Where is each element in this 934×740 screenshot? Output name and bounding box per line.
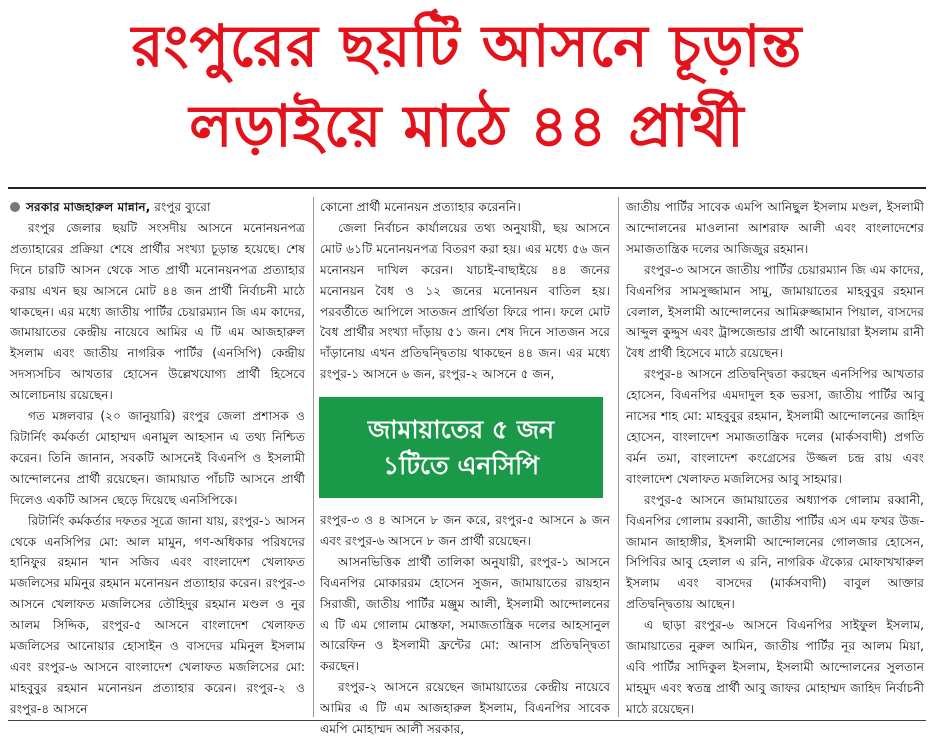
column-2-paragraph: রংপুর-৩ ও ৪ আসনে ৮ জন করে, রংপুর-৫ আসনে ৯ জন এবং রংপুর-৬ আসনে ৮ জন প্রার্থী রয়েছেন। bbox=[320, 513, 610, 548]
column-2-paragraph: আসনভিত্তিক প্রার্থী তালিকা অনুযায়ী, রংপুর-১ আসনে বিএনপির মোকাররম হোসেন সুজন, জামায়াতের রায়হান সিরাজী, জাতীয় পার্টির মঞ্জুম আলী, ইসলামী আন্দোলনের এ টি এম গোলাম মোস্তফা, সমাজতান্ত্রিক দলের আহসানুল আরেফিন ও ইসলামী ফ্রন্টের মো: আনাস প্রতিদ্বন্দ্বিতা করছেন। bbox=[320, 554, 610, 674]
column-1-paragraph: গত মঙ্গলবার (২০ জানুয়ারি) রংপুর জেলা প্রশাসক ও রিটার্নিং কর্মকর্তা মোহাম্মদ এনামুল আহসান এ তথ্য নিশ্চিত করেন। তিনি জানান, সবকটি আসনেই বিএনপি ও ইসলামী আন্দোলনের প্রার্থী রয়েছেন। জামায়াত পাঁচটি আসনে প্রার্থী দিলেও একটি আসন ছেড়ে দিয়েছে এনসিপিকে। bbox=[10, 409, 305, 507]
bottom-rule bbox=[8, 720, 926, 721]
column-3 bbox=[626, 197, 924, 717]
column-3-paragraph: রংপুর-৩ আসনে জাতীয় পার্টির চেয়ারম্যান জি এম কাদের, বিএনপির সামসুজ্জামান সামু, জামায়াতের মাহবুবুর রহমান বেলাল, ইসলামী আন্দোলনের আমিরুজ্জামান পিয়াল, বাসদের আব্দুল কুদ্দুস এবং ট্রান্সজেন্ডার প্রার্থী আনোয়ারা ইসলাম রানী বৈধ প্রার্থী হিসেবে মাঠে রয়েছেন। bbox=[626, 262, 924, 361]
column-3-paragraph: রংপুর-৪ আসনে প্রতিদ্বন্দ্বিতা করছেন এনসিপির আখতার হোসেন, বিএনপির এমদাদুল হক ভরসা, জাতীয় পার্টির আবু নাসের শাহ মো: মাহবুবুর রহমান, ইসলামী আন্দোলনের জাহিদ হোসেন, বাংলাদেশ সমাজতান্ত্রিক দলের (মার্কসবাদী) প্রগতি বর্মন তমা, বাংলাদেশ কংগ্রেসের উজ্জল চন্দ্র রায় এবং বাংলাদেশ খেলাফত মজলিসের আবু সাহমার। bbox=[626, 367, 924, 486]
column-3-paragraph: এ ছাড়া রংপুর-৬ আসনে বিএনপির সাইফুল ইসলাম, জামায়াতের নুরুল আমিন, জাতীয় পার্টির নূর আলম মিয়া, এবি পার্টির সাদিকুল ইসলাম, ইসলামী আন্দোলনের সুলতান মাহমুদ এবং স্বতন্ত্র প্রার্থী আবু জাফর মোহাম্মদ জাহিদ নির্বাচনী মাঠে রয়েছেন। bbox=[626, 618, 924, 716]
column-3-paragraph: জাতীয় পার্টির সাবেক এমপি আনিছুল ইসলাম মণ্ডল, ইসলামী আন্দোলনের মাওলানা আশরাফ আলী এবং বাংলাদেশের সমাজতান্ত্রিক দলের আজিজুর রহমান। bbox=[626, 200, 924, 256]
column-divider bbox=[618, 197, 619, 717]
column-2-paragraph: কোনো প্রার্থী মনোনয়ন প্রত্যাহার করেননি। bbox=[320, 200, 521, 214]
column-3-paragraph: রংপুর-৫ আসনে জামায়াতের অধ্যাপক গোলাম রব্বানী, বিএনপির গোলাম রব্বানী, জাতীয় পার্টির এস এম ফখর উজ-জামান জাহাঙ্গীর, ইসলামী আন্দোলনের গোলজার হোসেন, সিপিবির আবু হেলাল এ রনি, নাগরিক ঐক্যের মোফাখখারুল ইসলাম এবং বাসদের (মার্কসবাদী) বাবুল আক্তার প্রতিদ্বন্দ্বিতায় আছেন। bbox=[626, 492, 924, 612]
highlight-line-1: জামায়াতের ৫ জন bbox=[367, 414, 555, 444]
column-2-paragraph: জেলা নির্বাচন কার্যালয়ের তথ্য অনুযায়ী, ছয় আসনে মোট ৬১টি মনোনয়নপত্র বিতরণ করা হয়। এর মধ্যে ৫৬ জন মনোনয়ন দাখিল করেন। যাচাই-বাছাইয়ে ৪৪ জনের মনোনয়ন বৈধ ও ১২ জনের মনোনয়ন বাতিল হয়। পরবর্তীতে আপিলে সাতজন প্রার্থিতা ফিরে পান। ফলে মোট বৈধ প্রার্থীর সংখ্যা দাঁড়ায় ৫১ জন। শেষ দিনে সাতজন সরে দাঁড়ানোয় এখন প্রতিদ্বন্দ্বিতায় থাকছেন ৪৪ জন। এর মধ্যে রংপুর-১ আসনে ৬ জন, রংপুর-২ আসনে ৫ জন, bbox=[320, 220, 610, 382]
byline-author: সরকার মাজহারুল মান্নান, bbox=[26, 200, 151, 214]
headline bbox=[0, 6, 934, 166]
column-1 bbox=[10, 197, 305, 717]
column-2-bottom bbox=[320, 510, 610, 737]
byline-bureau: রংপুর ব্যুরো bbox=[154, 200, 211, 214]
headline-line-2: লড়াইয়ে মাঠে ৪৪ প্রার্থী bbox=[189, 92, 745, 160]
headline-line-1: রংপুরের ছয়টি আসনে চূড়ান্ত bbox=[131, 12, 803, 80]
column-divider bbox=[313, 197, 314, 717]
column-1-paragraph: রংপুর জেলার ছয়টি সংসদীয় আসনে মনোনয়নপত্র প্রত্যাহারের প্রক্রিয়া শেষে প্রার্থীর সংখ্যা চূড়ান্ত হয়েছে। শেষ দিনে চারটি আসন থেকে সাত প্রার্থী মনোনয়নপত্র প্রত্যাহার করায় এখন ছয় আসনে মোট ৪৪ জন প্রার্থী নির্বাচনী মাঠে থাকছেন। এর মধ্যে জাতীয় পার্টির চেয়ারম্যান জি এম কাদের, জামায়াতের কেন্দ্রীয় নায়েবে আমির এ টি এম আজহারুল ইসলাম এবং জাতীয় নাগরিক পার্টির (এনসিপি) কেন্দ্রীয় সদস্যসচিব আখতার হোসেন উল্লেখযোগ্য প্রার্থী হিসেবে আলোচনায় রয়েছেন। bbox=[10, 220, 305, 403]
byline bbox=[10, 197, 305, 218]
column-2-top bbox=[320, 197, 610, 392]
byline-bullet-icon bbox=[10, 202, 20, 212]
highlight-line-2: ১টিতে এনসিপি bbox=[382, 450, 540, 480]
top-rule bbox=[8, 187, 926, 189]
column-2-paragraph: রংপুর-২ আসনে রয়েছেন জামায়াতের কেন্দ্রীয় নায়েবে আমির এ টি এম আজহারুল ইসলাম, বিএনপির সাবেক এমপি মোহাম্মদ আলী সরকার, bbox=[320, 680, 610, 737]
highlight-box bbox=[319, 397, 603, 498]
column-1-paragraph: রিটার্নিং কর্মকর্তার দফতর সূত্রে জানা যায়, রংপুর-১ আসন থেকে এনসিপির মো: আল মামুন, গণ-অধিকার পরিষদের হানিফুর রহমান খান সজিব এবং বাংলাদেশ খেলাফত মজলিসের মমিনুর রহমান মনোনয়ন প্রত্যাহার করেন। রংপুর-৩ আসনে খেলাফত মজলিসের তৌহিদুর রহমান মণ্ডল ও নুর আলম সিদ্দিক, রংপুর-৫ আসনে বাংলাদেশ খেলাফত মজলিসের আনোয়ার হোসাইন ও বাসদের মমিনুল ইসলাম এবং রংপুর-৬ আসনে বাংলাদেশ খেলাফত মজলিসের মো: মাহবুবুর রহমান মনোনয়ন প্রত্যাহার করেন। রংপুর-২ ও রংপুর-৪ আসনে bbox=[10, 513, 305, 716]
